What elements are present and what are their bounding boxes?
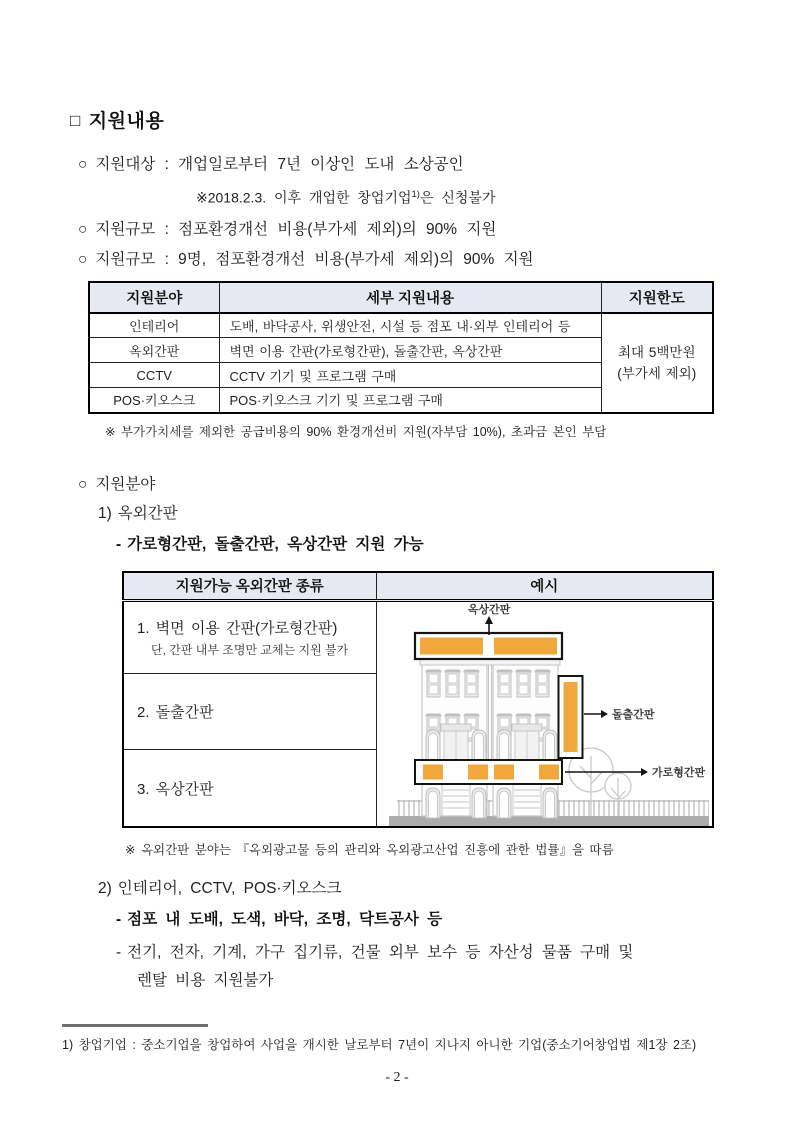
- square-bullet-icon: □: [70, 111, 81, 130]
- circle-bullet-icon: ○: [78, 475, 88, 493]
- protruding-sign-label: 돌출간판: [611, 709, 655, 722]
- table-header-row: [89, 282, 713, 313]
- protruding-sign-callout: [584, 707, 655, 721]
- col-header-example: 예시: [376, 572, 713, 601]
- sign-type-1-sub: 단, 간판 내부 조명만 교체는 지원 불가: [151, 643, 349, 658]
- dash-marker: -: [116, 535, 122, 553]
- horizontal-sign: [415, 760, 562, 784]
- footnote-text: 1) 창업기업 : 중소기업을 창업하여 사업을 개시한 날로부터 7년이 지나지 아니한 기업(중소기어창업법 제1장 2조): [62, 1037, 697, 1052]
- col-header-limit: 지원한도: [601, 282, 713, 313]
- cell-limit: [601, 313, 713, 413]
- rooftop-sign: [415, 633, 562, 659]
- page-title-text: 지원내용: [88, 111, 165, 132]
- building-signs-illustration: [377, 602, 712, 826]
- cell-detail: CCTV 기기 및 프로그램 구매: [219, 363, 601, 388]
- section-1-number: 1): [98, 504, 112, 522]
- example-illustration-cell: [376, 601, 713, 828]
- table-row: [89, 313, 713, 338]
- cell-field: 인테리어: [89, 313, 219, 338]
- circle-bullet-icon: ○: [78, 220, 88, 238]
- signboard-types-table: [122, 571, 714, 829]
- arrow-up-icon: [485, 616, 493, 624]
- col-header-sign-types: 지원가능 옥외간판 종류: [123, 572, 376, 601]
- cell-sign-type-2: [123, 674, 376, 750]
- page-title: [70, 106, 793, 133]
- cell-detail: 벽면 이용 간판(가로형간판), 돌출간판, 옥상간판: [219, 338, 601, 363]
- circle-bullet-icon: ○: [78, 156, 88, 173]
- support-target-note: [196, 184, 793, 209]
- note-prefix: ※2018.2.3. 이후 개업한 창업기업: [196, 189, 412, 206]
- bullet-support-scale-2-text: 지원규모 : 9명, 점포환경개선 비용(부가세 제외)의 90% 지원: [95, 250, 534, 268]
- cell-sign-type-3: [123, 750, 376, 827]
- bullet-support-target: [78, 153, 793, 177]
- rooftop-sign-label: 옥상간판: [467, 604, 510, 617]
- section-2-bold-text: 점포 내 도배, 도색, 바닥, 조명, 닥트공사 등: [127, 911, 443, 929]
- cell-field: 옥외간판: [89, 338, 219, 363]
- sign-type-1-title: 1. 벽면 이용 간판(가로형간판): [137, 620, 338, 638]
- cell-field: CCTV: [89, 363, 219, 388]
- col-header-detail: 세부 지원내용: [219, 282, 601, 313]
- section-2-heading: [98, 877, 793, 901]
- building: [420, 659, 560, 818]
- circle-bullet-icon: ○: [78, 250, 88, 268]
- section-2-number: 2): [98, 880, 112, 898]
- bullet-support-target-text: 지원대상 : 개업일로부터 7년 이상인 도내 소상공인: [95, 156, 464, 173]
- cell-detail: POS·키오스크 기기 및 프로그램 구매: [219, 388, 601, 413]
- page-number: - 2 -: [385, 1069, 409, 1085]
- arrow-right-icon: [641, 768, 648, 776]
- page-footer: [62, 1024, 732, 1086]
- cell-field: POS·키오스크: [89, 388, 219, 413]
- rooftop-sign-callout: [467, 602, 510, 635]
- limit-line-2: (부가세 제외): [617, 365, 697, 381]
- dash-marker: -: [116, 944, 122, 962]
- col-header-field: 지원분야: [89, 282, 219, 313]
- bullet-support-scale-1-text: 지원규모 : 점포환경개선 비용(부가세 제외)의 90% 지원: [95, 220, 497, 238]
- section-2-bold-item: [116, 906, 793, 934]
- section-1-bold-text: 가로형간판, 돌출간판, 옥상간판 지원 가능: [127, 535, 424, 553]
- support-summary-table: [88, 281, 714, 414]
- arrow-right-icon: [601, 710, 608, 718]
- note-suffix: 은 신청불가: [419, 189, 496, 206]
- bullet-support-scale-1: [78, 218, 793, 242]
- section-1-title: 옥외간판: [117, 504, 178, 522]
- protruding-sign: [558, 676, 582, 758]
- sign-type-2-title: 2. 돌출간판: [137, 704, 214, 722]
- bullet-support-field-text: 지원분야: [95, 475, 156, 493]
- horizontal-sign-label: 가로형간판: [651, 767, 705, 780]
- bullet-support-field: [78, 473, 793, 497]
- section-1-bold-item: [116, 531, 793, 559]
- section-2-exclusion-item: [116, 939, 793, 995]
- signboard-law-note: ※ 옥외간판 분야는 『옥외광고물 등의 관리와 옥외광고산업 진흥에 관한 법률』을 따름: [125, 843, 614, 858]
- section-1-heading: [98, 502, 793, 526]
- sign-type-3-title: 3. 옥상간판: [137, 780, 214, 798]
- section-2-exclusion-line-2: 렌탈 비용 지원불가: [137, 972, 274, 990]
- cell-sign-type-1: [123, 601, 376, 674]
- footnote-divider: [62, 1024, 208, 1027]
- section-2-exclusion-line-1: 전기, 전자, 기계, 가구 집기류, 건물 외부 보수 등 자산성 물품 구매 및: [127, 944, 634, 962]
- bullet-support-scale-2: [78, 248, 793, 272]
- limit-line-1: 최대 5백만원: [618, 344, 696, 360]
- footnote-ref-superscript: 1): [411, 189, 420, 200]
- section-2-title: 인테리어, CCTV, POS·키오스크: [117, 880, 342, 898]
- table-header-row: [123, 572, 713, 601]
- table1-footnote: ※ 부가가치세를 제외한 공급비용의 90% 환경개선비 지원(자부담 10%), 초과금 본인 부담: [105, 424, 607, 439]
- dash-marker: -: [116, 911, 122, 929]
- cell-detail: 도배, 바닥공사, 위생안전, 시설 등 점포 내·외부 인테리어 등: [219, 313, 601, 338]
- table-row: [123, 601, 713, 674]
